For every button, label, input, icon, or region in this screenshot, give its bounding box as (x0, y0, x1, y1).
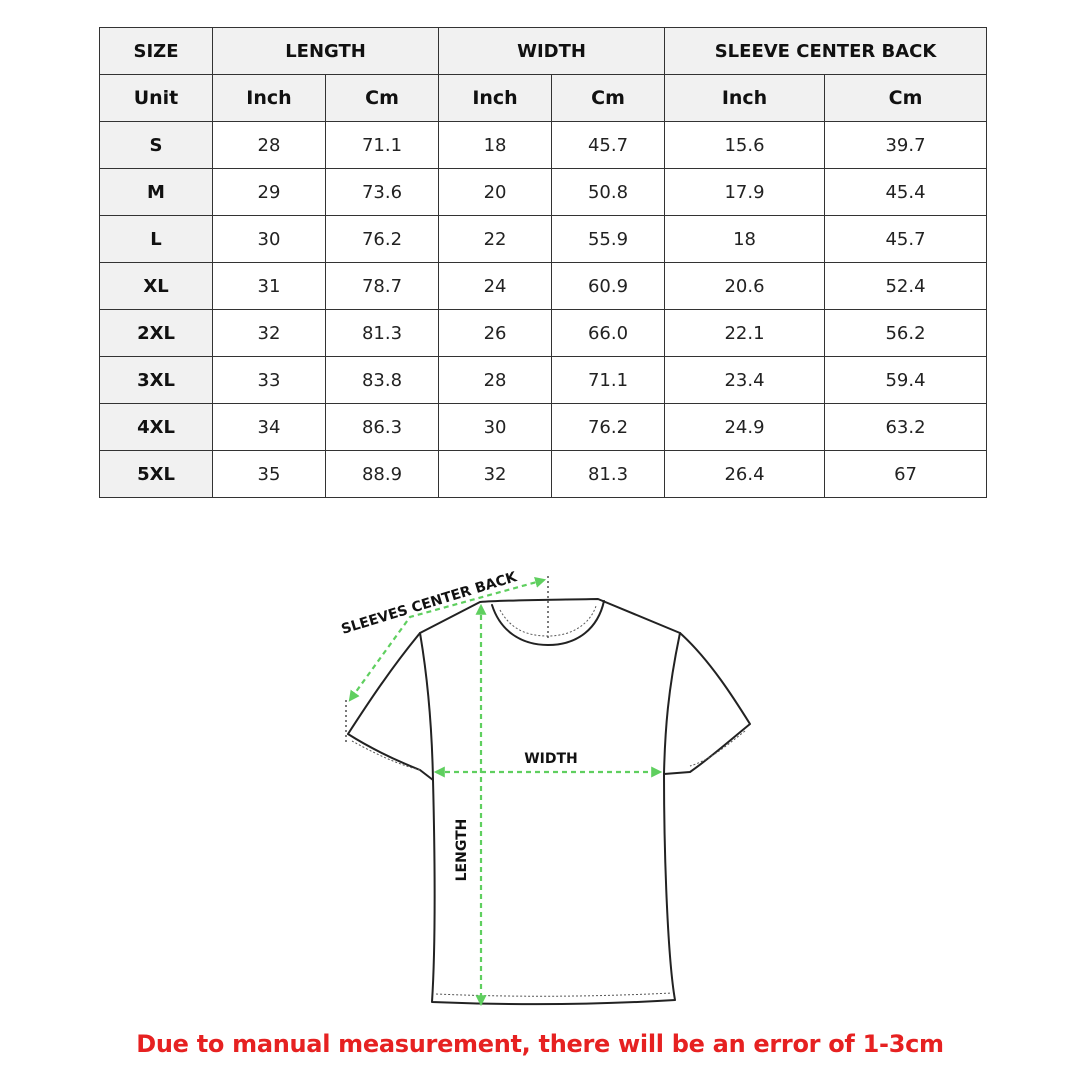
length-inch-value: 28 (213, 122, 326, 169)
size-label: 3XL (100, 357, 213, 404)
length-cm-value: 73.6 (326, 169, 439, 216)
width-cm-value: 45.7 (552, 122, 665, 169)
width-inch-value: 30 (439, 404, 552, 451)
header-sleeve-center-back: SLEEVE CENTER BACK (665, 28, 987, 75)
size-label: 5XL (100, 451, 213, 498)
unit-length-cm: Cm (326, 75, 439, 122)
sleeve-inch-value: 15.6 (665, 122, 825, 169)
width-inch-value: 18 (439, 122, 552, 169)
header-size: SIZE (100, 28, 213, 75)
length-cm-value: 81.3 (326, 310, 439, 357)
sleeve-inch-value: 26.4 (665, 451, 825, 498)
width-cm-value: 60.9 (552, 263, 665, 310)
width-cm-value: 81.3 (552, 451, 665, 498)
length-cm-value: 83.8 (326, 357, 439, 404)
length-inch-value: 32 (213, 310, 326, 357)
width-cm-value: 76.2 (552, 404, 665, 451)
width-inch-value: 26 (439, 310, 552, 357)
measurement-arrows (350, 580, 660, 1004)
length-cm-value: 71.1 (326, 122, 439, 169)
sleeve-center-back-label: SLEEVES CENTER BACK (339, 569, 519, 638)
header-length: LENGTH (213, 28, 439, 75)
length-inch-value: 35 (213, 451, 326, 498)
width-cm-value: 50.8 (552, 169, 665, 216)
sleeve-cm-value: 45.7 (825, 216, 987, 263)
width-inch-value: 22 (439, 216, 552, 263)
length-cm-value: 86.3 (326, 404, 439, 451)
size-label: M (100, 169, 213, 216)
length-inch-value: 29 (213, 169, 326, 216)
sleeve-cm-value: 52.4 (825, 263, 987, 310)
sleeve-inch-value: 17.9 (665, 169, 825, 216)
sleeve-inch-value: 20.6 (665, 263, 825, 310)
length-inch-value: 31 (213, 263, 326, 310)
width-cm-value: 71.1 (552, 357, 665, 404)
sleeve-cm-value: 63.2 (825, 404, 987, 451)
width-inch-value: 20 (439, 169, 552, 216)
width-cm-value: 55.9 (552, 216, 665, 263)
sleeve-inch-value: 22.1 (665, 310, 825, 357)
sleeve-cm-value: 45.4 (825, 169, 987, 216)
length-cm-value: 88.9 (326, 451, 439, 498)
unit-width-cm: Cm (552, 75, 665, 122)
unit-length-inch: Inch (213, 75, 326, 122)
width-label: WIDTH (524, 751, 578, 767)
sleeve-cm-value: 59.4 (825, 357, 987, 404)
width-inch-value: 24 (439, 263, 552, 310)
width-inch-value: 32 (439, 451, 552, 498)
sleeve-inch-value: 24.9 (665, 404, 825, 451)
size-label: XL (100, 263, 213, 310)
sleeve-inch-value: 23.4 (665, 357, 825, 404)
sleeve-inch-value: 18 (665, 216, 825, 263)
length-inch-value: 33 (213, 357, 326, 404)
unit-sleeve-inch: Inch (665, 75, 825, 122)
length-cm-value: 76.2 (326, 216, 439, 263)
size-label: S (100, 122, 213, 169)
width-inch-value: 28 (439, 357, 552, 404)
unit-sleeve-cm: Cm (825, 75, 987, 122)
length-cm-value: 78.7 (326, 263, 439, 310)
sleeve-cm-value: 67 (825, 451, 987, 498)
sleeve-cm-value: 56.2 (825, 310, 987, 357)
length-inch-value: 34 (213, 404, 326, 451)
size-label: L (100, 216, 213, 263)
t-shirt-outline-icon (348, 599, 750, 1004)
sleeve-cm-value: 39.7 (825, 122, 987, 169)
unit-width-inch: Inch (439, 75, 552, 122)
size-label: 4XL (100, 404, 213, 451)
measurement-disclaimer: Due to manual measurement, there will be an error of 1-3cm (136, 1030, 944, 1058)
unit-label: Unit (100, 75, 213, 122)
header-width: WIDTH (439, 28, 665, 75)
width-cm-value: 66.0 (552, 310, 665, 357)
stitch-lines (352, 606, 745, 996)
size-label: 2XL (100, 310, 213, 357)
length-label: LENGTH (454, 818, 470, 882)
length-inch-value: 30 (213, 216, 326, 263)
